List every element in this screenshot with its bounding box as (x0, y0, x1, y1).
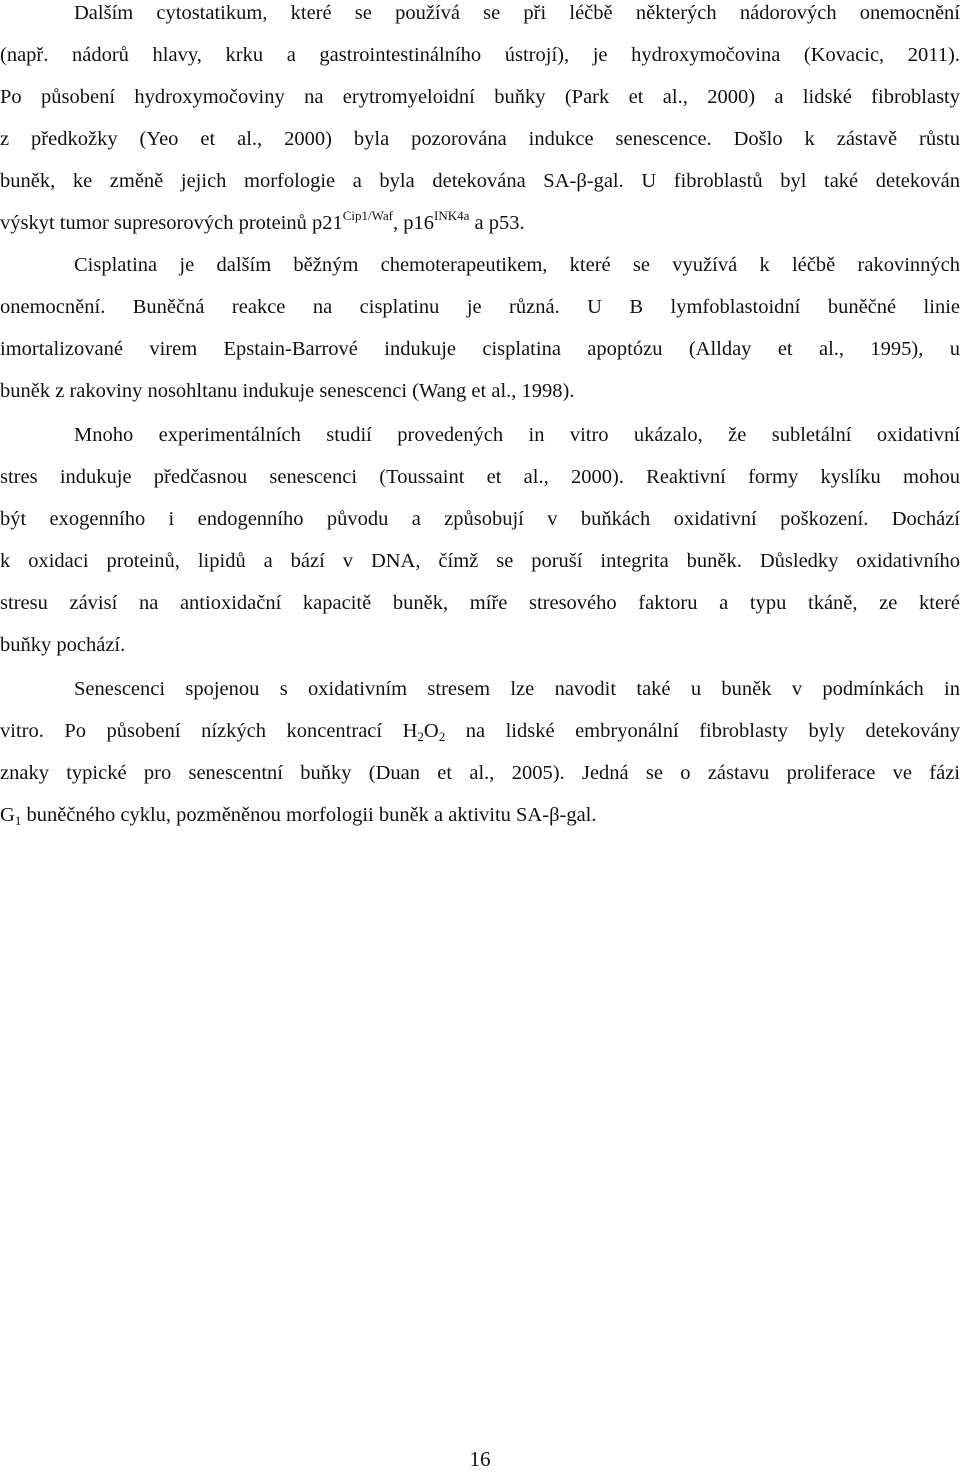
paragraph-3-line-2: stres indukuje předčasnou senescenci (Toussaint et al., 2000). Reaktivní formy kyslíku mohou (0, 466, 960, 488)
text-segment: výskyt tumor supresorových proteinů p21 (0, 212, 343, 234)
subscript-1: 1 (14, 813, 22, 828)
page-number: 16 (469, 1447, 491, 1471)
paragraph-4-line-4 (0, 800, 960, 830)
superscript-cip1-waf: Cip1/Waf (342, 208, 393, 223)
text-segment: , p16 (393, 212, 434, 234)
subscript-2: 2 (417, 729, 424, 744)
paragraph-3-line-6: buňky pochází. (0, 634, 126, 656)
paragraph-2-line-1: Cisplatina je dalším běžným chemoterapeutikem, které se využívá k léčbě rakovinných (74, 254, 960, 276)
paragraph-4-line-2 (0, 716, 960, 746)
superscript-ink4a: INK4a (434, 208, 470, 223)
paragraph-1-line-4: z předkožky (Yeo et al., 2000) byla pozorována indukce senescence. Došlo k zástavě růstu (0, 128, 960, 150)
paragraph-1-line-6 (0, 208, 960, 238)
text-segment: vitro. Po působení nízkých koncentrací H (0, 720, 418, 742)
subscript-2: 2 (438, 729, 446, 744)
paragraph-1-line-5: buněk, ke změně jejich morfologie a byla detekována SA-β-gal. U fibroblastů byl také detekován (0, 170, 960, 192)
text-segment: G (0, 804, 15, 826)
text-segment: O (423, 720, 439, 742)
paragraph-3-line-3: být exogenního i endogenního původu a způsobují v buňkách oxidativní poškození. Dochází (0, 508, 960, 530)
text-segment: a p53. (469, 212, 525, 234)
paragraph-2-line-3: imortalizované virem Epstain-Barrové indukuje cisplatina apoptózu (Allday et al., 1995), u (0, 338, 960, 360)
paragraph-2-line-4: buněk z rakoviny nosohltanu indukuje senescenci (Wang et al., 1998). (0, 380, 575, 402)
paragraph-3-line-5: stresu závisí na antioxidační kapacitě buněk, míře stresového faktoru a typu tkáně, ze které (0, 592, 960, 614)
text-segment: buněčného cyklu, pozměněnou morfologii buněk a aktivitu SA-β-gal. (21, 804, 597, 826)
paragraph-1-line-2: (např. nádorů hlavy, krku a gastrointestinálního ústrojí), je hydroxymočovina (Kovacic, 2011). (0, 44, 960, 66)
paragraph-3-line-1: Mnoho experimentálních studií provedených in vitro ukázalo, že subletální oxidativní (74, 424, 960, 446)
paragraph-1-line-1: Dalším cytostatikum, které se používá se při léčbě některých nádorových onemocnění (74, 2, 960, 24)
paragraph-3-line-4: k oxidaci proteinů, lipidů a bází v DNA, čímž se poruší integrita buněk. Důsledky oxidativního (0, 550, 960, 572)
paragraph-1-line-3: Po působení hydroxymočoviny na erytromyeloidní buňky (Park et al., 2000) a lidské fibroblasty (0, 86, 960, 108)
paragraph-4-line-1: Senescenci spojenou s oxidativním stresem lze navodit také u buněk v podmínkách in (74, 678, 960, 700)
paragraph-4-line-3: znaky typické pro senescentní buňky (Duan et al., 2005). Jedná se o zástavu proliferace ve fázi (0, 762, 960, 784)
paragraph-2-line-2: onemocnění. Buněčná reakce na cisplatinu je různá. U B lymfoblastoidní buněčné linie (0, 296, 960, 318)
text-segment: na lidské embryonální fibroblasty byly detekovány (445, 720, 960, 742)
